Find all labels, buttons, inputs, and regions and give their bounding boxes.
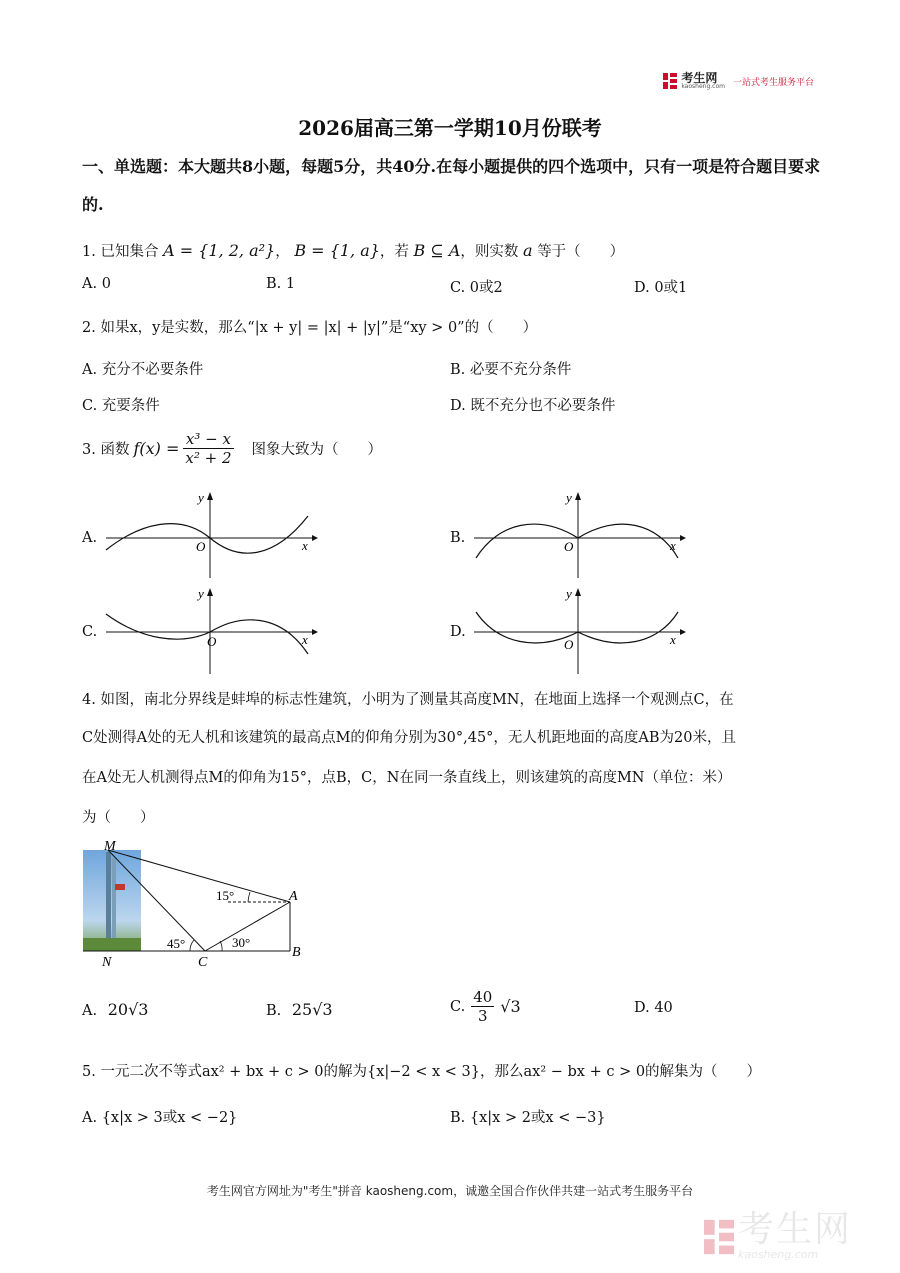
graph-b-curve [476, 524, 678, 558]
question-4-line-3: 在A处无人机测得点M的仰角为15°，点B，C，N在同一条直线上，则该建筑的高度MN（单位：米） [82, 770, 732, 786]
graph-a-x-arrow [312, 535, 318, 541]
watermark-cn: 考生网 [737, 1209, 852, 1250]
q2-option-d: D. 既不充分也不必要条件 [450, 398, 616, 414]
graph-d-x-label: x [670, 632, 676, 647]
question-4-line-1: 4. 如图，南北分界线是蚌埠的标志性建筑，小明为了测量其高度MN，在地面上选择一个观测点C，在 [82, 692, 734, 708]
graph-c-y-label: y [198, 586, 204, 601]
label-A: A [289, 889, 298, 904]
label-angle-30: 30° [232, 935, 251, 950]
q3-graph-c [100, 584, 320, 676]
q3-numerator: x³ − x [183, 430, 233, 449]
q4-option-a [82, 1000, 148, 1019]
q2-option-b: B. 必要不充分条件 [450, 362, 572, 378]
q2-option-a: A. 充分不必要条件 [82, 362, 204, 378]
graph-c-x-label: x [302, 632, 308, 647]
label-angle-15: 15° [216, 888, 235, 903]
question-4-line-2: C处测得A处的无人机和该建筑的最高点M的仰角分别为30°,45°，无人机距地面的高度AB为20米，且 [82, 730, 736, 746]
label-C: C [198, 955, 208, 970]
graph-b-x-label: x [670, 538, 676, 553]
label-M: M [104, 839, 116, 854]
kaosheng-logo-icon [663, 73, 677, 89]
graph-a-origin: O [196, 539, 206, 554]
q1-comma: ， [275, 244, 290, 260]
logo-text [681, 72, 725, 90]
q1-var: a [523, 241, 533, 260]
header-logo [663, 72, 814, 90]
q3-graph-a [100, 488, 320, 580]
graph-d-curve [476, 612, 678, 643]
graph-d-x-arrow [680, 629, 686, 635]
q1-stem-b: ，若 [379, 244, 409, 260]
q4-option-a-value: 20√3 [107, 1000, 149, 1019]
graph-d-y-label: y [566, 586, 572, 601]
q4-option-c [450, 988, 521, 1025]
logo-slogan: 一站式考生服务平台 [732, 77, 814, 88]
q3-graph-d [468, 584, 688, 676]
q1-set-b: B = {1, a} [294, 241, 380, 260]
watermark-en: kaosheng.com [737, 1248, 819, 1261]
graph-b-origin: O [564, 539, 574, 554]
q3-option-a-label: A. [82, 530, 98, 546]
grass [83, 938, 141, 951]
q3-graph-b [468, 488, 688, 580]
q3-option-c-label: C. [82, 624, 98, 640]
q1-option-b: B. 1 [266, 276, 296, 292]
q1-option-a: A. 0 [82, 276, 111, 292]
q3-option-b-label: B. [450, 530, 466, 546]
label-angle-45: 45° [167, 936, 186, 951]
q1-stem-a: 1. 已知集合 [82, 244, 159, 260]
q3-fraction [183, 430, 233, 467]
q4-option-b [266, 1000, 333, 1019]
question-5-stem: 5. 一元二次不等式ax² + bx + c > 0的解为{x|−2 < x < 3}，那么ax² − bx + c > 0的解集为（ ） [82, 1064, 762, 1080]
q4-option-c-den: 3 [477, 1007, 488, 1025]
graph-c-origin: O [207, 634, 217, 649]
graph-c-y-arrow [207, 588, 213, 596]
q3-stem-b: 图象大致为（ ） [251, 442, 382, 458]
angle-arc-45 [190, 940, 194, 951]
page-title: 2026届高三第一学期10月份联考 [298, 116, 602, 140]
q1-set-a: A = {1, 2, a²} [163, 241, 276, 260]
question-4-line-4: 为（ ） [82, 810, 155, 826]
angle-arc-30 [220, 941, 222, 951]
graph-a-curve [106, 516, 308, 553]
q4-figure [78, 838, 318, 970]
graph-a-x-label: x [302, 538, 308, 553]
section-heading: 一、单选题：本大题共8小题，每题5分，共40分.在每小题提供的四个选项中，只有一项是符合题目要求的. [82, 157, 821, 214]
graph-a-y-arrow [207, 492, 213, 500]
logo-en: kaosheng.com [681, 83, 725, 90]
q1-option-d: D. 0或1 [634, 280, 688, 296]
q4-option-c-root: √3 [500, 997, 521, 1016]
label-B: B [292, 945, 301, 960]
logo-cn: 考生网 [681, 71, 718, 85]
question-3-stem [82, 430, 382, 467]
q4-option-b-label: B. [266, 1003, 282, 1019]
q3-denominator: x² + 2 [185, 449, 232, 467]
graph-b-x-arrow [680, 535, 686, 541]
graph-a-y-label: y [198, 490, 204, 505]
q2-option-c: C. 充要条件 [82, 398, 160, 414]
question-2-stem: 2. 如果x，y是实数，那么“|x + y| = |x| + |y|”是“xy > 0”的（ ） [82, 320, 538, 336]
graph-d-origin: O [564, 637, 574, 652]
q3-fx: f(x) = [133, 439, 180, 458]
page-footer: 考生网官方网址为"考生"拼音 kaosheng.com，诚邀全国合作伙伴共建一站式考生服务平台 [206, 1184, 694, 1198]
tower-body [106, 852, 111, 951]
label-N: N [102, 955, 112, 970]
watermark [704, 1209, 852, 1261]
q4-option-c-label: C. [450, 998, 466, 1015]
q4-option-a-label: A. [82, 1003, 98, 1019]
graph-b-y-label: y [566, 490, 572, 505]
flag [115, 884, 125, 890]
q3-option-d-label: D. [450, 624, 466, 640]
q5-option-b: B. {x|x > 2或x < −3} [450, 1110, 606, 1126]
watermark-text [737, 1209, 852, 1261]
q1-stem-c: ，则实数 [460, 244, 519, 260]
angle-arc-15 [248, 892, 250, 902]
q4-option-c-fraction [471, 988, 494, 1025]
q5-option-a: A. {x|x > 3或x < −2} [82, 1110, 238, 1126]
watermark-logo-icon [704, 1219, 734, 1255]
tower-body-2 [112, 858, 116, 951]
q4-option-d: D. 40 [634, 1000, 673, 1016]
graph-b-y-arrow [575, 492, 581, 500]
q1-stem-d: 等于（ ） [537, 244, 625, 260]
q1-option-c: C. 0或2 [450, 280, 503, 296]
q1-condition: B ⊆ A [413, 241, 461, 260]
q3-stem-a: 3. 函数 [82, 442, 130, 458]
question-1-stem [82, 240, 624, 261]
graph-d-y-arrow [575, 588, 581, 596]
q4-option-c-num: 40 [473, 988, 493, 1006]
graph-c-x-arrow [312, 629, 318, 635]
q4-option-b-value: 25√3 [291, 1000, 333, 1019]
